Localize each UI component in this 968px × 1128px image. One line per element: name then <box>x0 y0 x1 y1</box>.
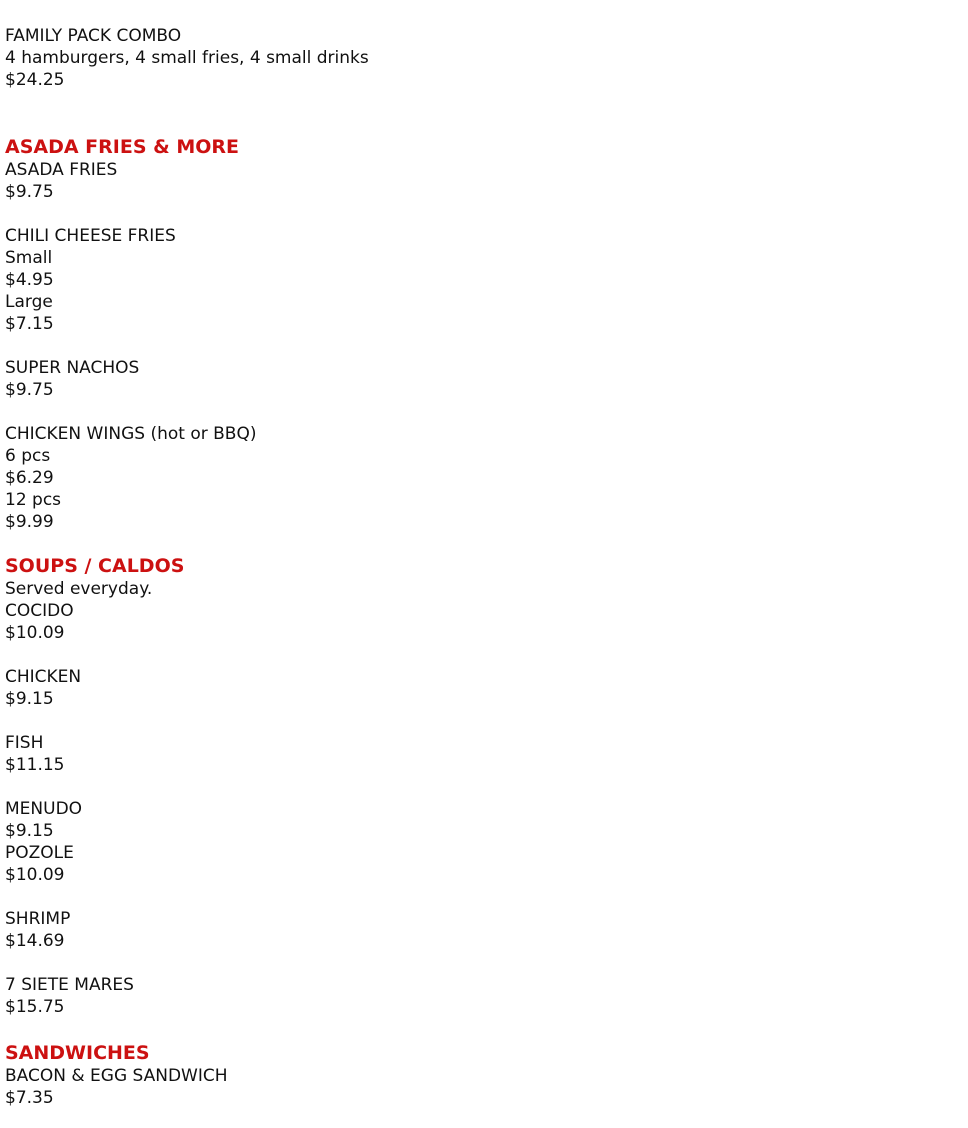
option-price: $7.15 <box>5 314 54 334</box>
spacer <box>5 1018 905 1041</box>
option-price: $4.95 <box>5 270 54 290</box>
menu-document <box>5 25 905 1109</box>
item-price: $9.75 <box>5 380 54 400</box>
spacer <box>5 952 905 974</box>
menu-item-chili-cheese-fries <box>5 225 905 335</box>
spacer <box>5 533 905 554</box>
section-heading: ASADA FRIES & MORE <box>5 136 239 158</box>
option-size: 12 pcs <box>5 490 62 510</box>
item-name: SUPER NACHOS <box>5 358 140 378</box>
item-name: MENUDO <box>5 799 83 819</box>
spacer <box>5 335 905 357</box>
option-size: Small <box>5 248 53 268</box>
item-name: CHICKEN <box>5 667 82 687</box>
item-name: SHRIMP <box>5 909 71 929</box>
spacer <box>5 886 905 908</box>
item-name: CHICKEN WINGS (hot or BBQ) <box>5 424 257 444</box>
section-heading: SANDWICHES <box>5 1042 150 1064</box>
item-name: COCIDO <box>5 601 74 621</box>
menu-item-siete-mares <box>5 974 905 1018</box>
item-price: $9.15 <box>5 689 54 709</box>
option-size: 6 pcs <box>5 446 51 466</box>
menu-item-shrimp <box>5 908 905 952</box>
menu-item-fish <box>5 732 905 776</box>
spacer <box>5 401 905 423</box>
option-price: $9.99 <box>5 512 54 532</box>
spacer <box>5 91 905 135</box>
item-price: $10.09 <box>5 865 65 885</box>
item-name: BACON & EGG SANDWICH <box>5 1066 228 1086</box>
option-size: Large <box>5 292 53 312</box>
menu-item-bacon-egg-sandwich <box>5 1065 905 1109</box>
spacer <box>5 710 905 732</box>
item-price: $7.35 <box>5 1088 54 1108</box>
item-name: POZOLE <box>5 843 74 863</box>
item-name: FAMILY PACK COMBO <box>5 26 182 46</box>
section-heading: SOUPS / CALDOS <box>5 555 185 577</box>
item-price: $24.25 <box>5 70 65 90</box>
menu-item-family-pack <box>5 25 905 91</box>
item-price: $15.75 <box>5 997 65 1017</box>
menu-item-menudo <box>5 798 905 842</box>
item-description: 4 hamburgers, 4 small fries, 4 small drinks <box>5 48 369 68</box>
item-price: $9.15 <box>5 821 54 841</box>
item-name: CHILI CHEESE FRIES <box>5 226 176 246</box>
item-price: $9.75 <box>5 182 54 202</box>
item-name: 7 SIETE MARES <box>5 975 134 995</box>
menu-item-pozole <box>5 842 905 886</box>
item-name: FISH <box>5 733 44 753</box>
section-note: Served everyday. <box>5 579 153 599</box>
menu-item-super-nachos <box>5 357 905 401</box>
menu-item-asada-fries <box>5 159 905 203</box>
item-name: ASADA FRIES <box>5 160 118 180</box>
spacer <box>5 203 905 225</box>
menu-item-chicken-soup <box>5 666 905 710</box>
section-asada-fries <box>5 135 905 533</box>
spacer <box>5 776 905 798</box>
item-price: $11.15 <box>5 755 65 775</box>
spacer <box>5 644 905 666</box>
menu-item-chicken-wings <box>5 423 905 533</box>
section-soups <box>5 554 905 1018</box>
section-sandwiches <box>5 1041 905 1109</box>
item-price: $10.09 <box>5 623 65 643</box>
option-price: $6.29 <box>5 468 54 488</box>
menu-item-cocido <box>5 600 905 644</box>
item-price: $14.69 <box>5 931 65 951</box>
